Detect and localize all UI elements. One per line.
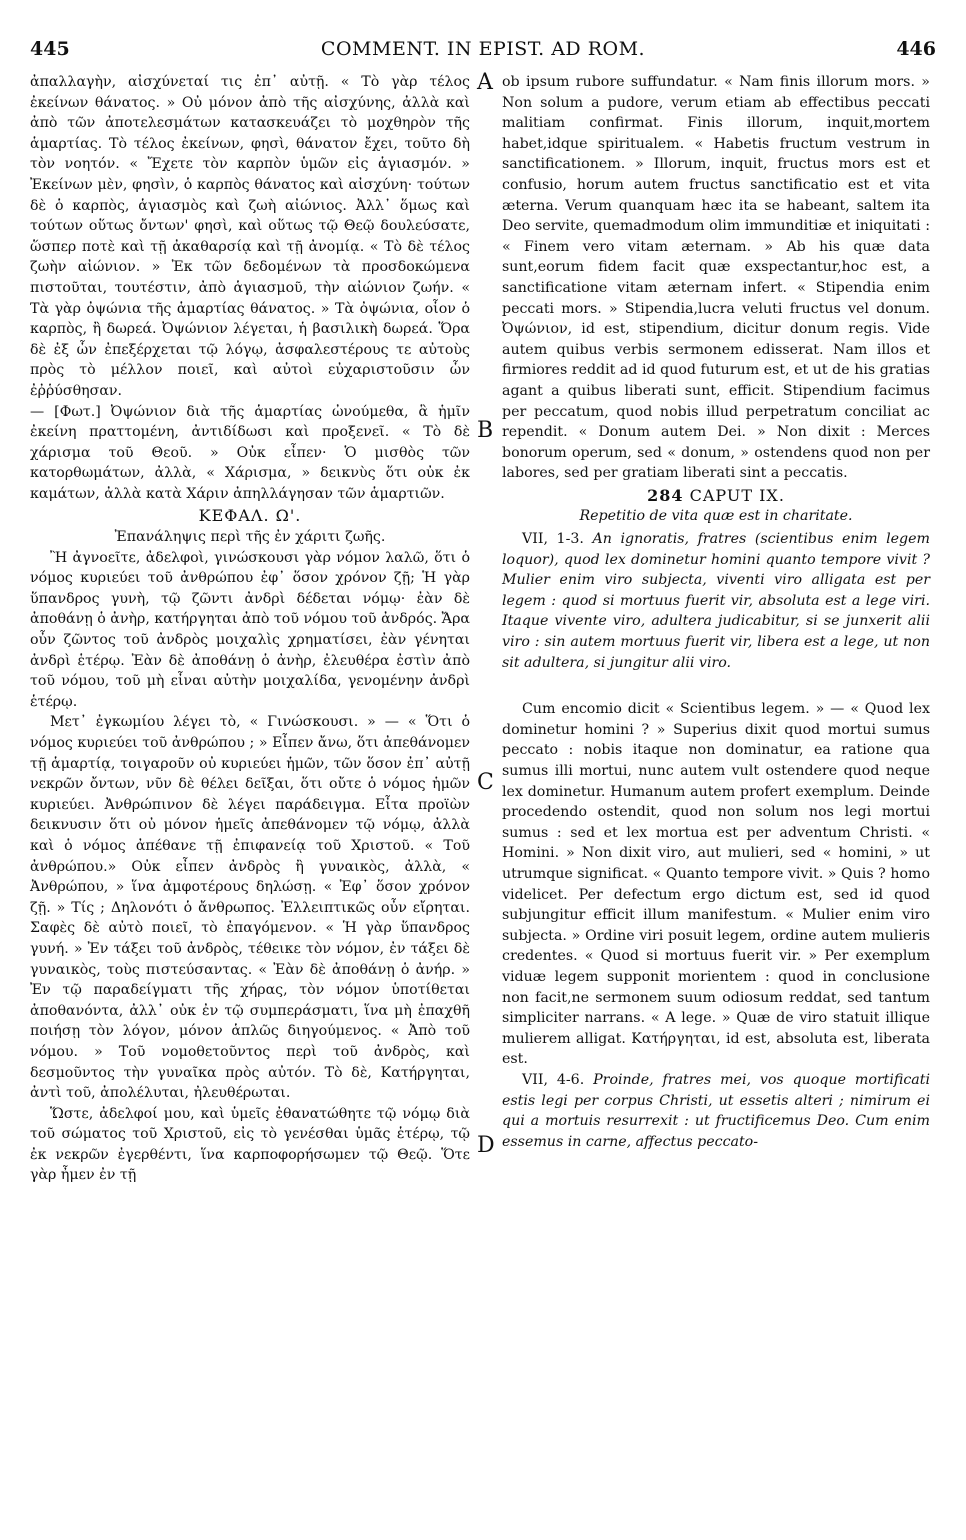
greek-chapter-heading: ΚΕΦΑΛ. Ω'. — [198, 506, 302, 526]
latin-paragraph-1: ob ipsum rubore suffundatur. « Nam finis illorum mors. » Non solum a pudore, verum etiam ab effectibus peccati malitiam confirmat. Finis illorum, inquit,mortem habet,idque spiritualem. « Habetis fructum vestrum in sanctificationem. » Illorum, inquit, fructus mors est et confusio, horum autem fructus sanctificatio est et vita æterna. Verum quanquam hæc ita se habeant, saltem ita Deo servite, quemadmodum olim immunditiæ et iniquitati : « Finem vero vitam æternam. » Ab his quæ data sunt,eorum fidem facit quæ exspectantur,hoc est, a sanctificatione vitam æternam infert. « Stipendia enim peccati mors. » Stipendia,lucra veluti fructus vel donum. Ὀψώνιον, id est, stipendium, dicitur donum regis. Vide autem quibus verbis sermonem edisserat. Nam illos et firmiores reddit ad id quod futurum est, et ut de his gratias agant a quibus liberati sunt, efficit. Stipendium facimus per peccatum, quod nobis illud perpetratum conciliat ac rependit. « Donum autem Dei. » Non dixit : Merces bonorum operum, sed « donum, » ostendens quod non per labores, sed per gratiam liberati sint a peccatis. — [502, 74, 930, 482]
latin-scripture-block — [502, 529, 930, 673]
greek-column — [30, 72, 470, 1186]
latin-scripture-block-2 — [502, 1070, 930, 1152]
latin-scripture-text: An ignoratis, fratres (scientibus enim legem loquor), quod lex dominetur homini quanto tempore vivit ? Mulier enim viro subjecta, viventi viro alligata est per legem : quod si mortuus fuerit vir, absoluta est a lege viri. Itaque vivente viro, adultera judicabitur, si se junxerit alii viro : sin autem mortuus fuerit vir, libera est a lege, ut non sit adultera, si jungitur alii viro. — [502, 531, 930, 671]
greek-scripture-text: Ἢ ἀγνοεῖτε, ἀδελφοὶ, γινώσκουσι γὰρ νόμον λαλῶ, ὅτι ὁ νόμος κυριεύει τοῦ ἀνθρώπου ἐφ᾽ ὅσον χρόνον ζῇ; Ἡ γὰρ ὕπανδρος γυνὴ, τῷ ζῶντι ἀνδρὶ δέδεται νόμῳ· ἐὰν δὲ ἀποθάνῃ ὁ ἀνὴρ, κατήργηται ἀπὸ τοῦ νόμου τοῦ ἀνδρός. Ἄρα οὖν ζῶντος τοῦ ἀνδρὸς μοιχαλὶς χρηματίσει, ἐὰν γένηται ἀνδρὶ ἑτέρῳ. Ἐὰν δὲ ἀποθάνῃ ὁ ἀνὴρ, ἐλευθέρα ἐστὶν ἀπὸ τοῦ νόμου, τοῦ μὴ εἶναι αὐτὴν μοιχαλίδα, γενομένην ἀνδρὶ ἑτέρῳ. — [30, 549, 470, 710]
section-marker-a: A — [477, 70, 493, 95]
latin-scripture-ref-2: VII, 4-6. — [522, 1071, 585, 1088]
latin-chapter-subtitle: Repetitio de vita quæ est in charitate. — [579, 508, 853, 525]
latin-scripture-ref: VII, 1-3. — [522, 531, 584, 548]
running-header — [30, 38, 936, 62]
greek-chapter-subtitle: Ἐπανάληψις περὶ τῆς ἐν χάριτι ζωῆς. — [114, 529, 386, 546]
section-marker-b: B — [477, 418, 494, 443]
running-title: COMMENT. IN EPIST. AD ROM. — [320, 38, 646, 60]
greek-scripture-text-2: Ὥστε, ἀδελφοί μου, καὶ ὑμεῖς ἐθανατώθητε τῷ νόμῳ διὰ τοῦ σώματος τοῦ Χριστοῦ, εἰς τὸ γενέσθαι ὑμᾶς ἑτέρῳ, τῷ ἐκ νεκρῶν ἐγερθέντι, ἵνα καρποφορήσωμεν τῷ Θεῷ. Ὅτε γὰρ ἦμεν ἐν τῇ — [30, 1105, 470, 1184]
greek-commentary: Μετ᾽ ἐγκωμίου λέγει τὸ, « Γινώσκουσι. » — « Ὅτι ὁ νόμος κυριεύει τοῦ ἀνθρώπου ; » Εἶπεν ἄνω, ὅτι ἀπεθάνομεν τῇ ἁμαρτίᾳ, τοιγαροῦν οὐ κυριεύει ἡμῶν, τῶν ὅσον ἐπ᾽ αὐτῇ νεκρῶν ὄντων, νῦν δὲ θέλει δεῖξαι, ὅτι οὔτε ὁ νόμος ἡμῶν κυριεύει. Ἀνθρώπινον δὲ λέγει παράδειγμα. Εἶτα προϊὼν δεικνυσιν ὅτι οὐ μόνον ἡμεῖς ἀπεθάνομεν τῷ νόμῳ, ἀλλὰ καὶ ὁ νόμος ἀπέθανε τῇ ἐπιφανείᾳ τοῦ Χριστοῦ. « Τοῦ ἀνθρώπου.» Οὐκ εἶπεν ἀνδρὸς ἢ γυναικὸς, ἀλλὰ, « Ἀνθρώπου, » ἵνα ἀμφοτέρους δηλώσῃ. « Ἐφ᾽ ὅσον χρόνον ζῇ. » Τίς ; Δηλονότι ὁ ἄνθρωπος. Ἐλλειπτικῶς οὖν εἴρηται. Σαφὲς δὲ αὐτὸ ποιεῖ, τὸ ἐπαγόμενον. « Ἡ γὰρ ὕπανδρος γυνή. » Ἐν τάξει τοῦ ἀνδρὸς, τέθεικε τὸν νόμον, ἐν τάξει δὲ γυναικὸς, τοὺς πιστεύσαντας. « Ἐὰν δὲ ἀποθάνῃ ὁ ἀνήρ. » Ἐν τῷ παραδείγματι τῆς χήρας, τὸν νόμον ὑποτίθεται ἀποθανόντα, ἀλλ᾽ οὐκ ἐν τῷ συμπεράσματι, ἵνα μὴ ἐπαχθῆ ποιήσῃ τὸν λόγον, μόνον ἁπλῶς διηγούμενος. « Ἀπὸ τοῦ νόμου. » Τοῦ νομοθετοῦντος περὶ τοῦ ἀνδρὸς, καὶ δεσμοῦντος τὴν γυναῖκα πρὸς αὐτόν. Τὸ δὲ, Κατήργηται, ἀντὶ τοῦ, ἀπολέλυται, ἠλευθέρωται. — [30, 714, 470, 1102]
latin-commentary: Cum encomio dicit « Scientibus legem. » — « Quod lex dominetur homini ? » Superius dixit quod mortui sumus peccato : nobis itaque non dominatur, ea ratione qua sumus illi mortui, nunc autem vult ostendere quod neque lex dominetur. Humanum autem profert exemplum. Deinde procedendo ostendit, quod non solum nos legi mortui sumus : sed et lex mortua est per adventum Christi. « Homini. » Non dixit viro, aut mulieri, sed « homini, » ut utrumque significat. « Quanto tempore vivit. » Quis ? homo videlicet. Per defectum ergo dictum est, sed id quod subjungitur efficit illum manifestum. « Mulier enim viro subjecta. » Ordine viri posuit legem, ordine autem mulieris credentes. « Quod si mortuus fuerit vir. » Per exemplum viduæ legem supponit morientem : quod in conclusione non facit,ne sermonem suum odiosum reddat, sed tantum simpliciter narrans. « A lege. » Quæ de viro statuit illique mulierem alligat. Κατήργηται, id est, absoluta est, liberata est. — [502, 701, 930, 1068]
section-marker-d: D — [477, 1133, 495, 1158]
latin-column — [502, 72, 930, 1152]
latin-chapter-heading — [502, 486, 930, 507]
right-page-number: 446 — [896, 38, 936, 60]
left-page-number: 445 — [30, 38, 70, 60]
latin-scripture-text-2: Proinde, fratres mei, vos quoque mortificati estis legi per corpus Christi, ut essetis alteri ; nimirum ei qui a mortuis resurrexit : ut fructificemus Deo. Cum enim essemus in carne, affectus peccato- — [502, 1071, 930, 1150]
section-marker-c: C — [477, 770, 494, 795]
latin-chapter-number: 284 — [647, 485, 684, 505]
latin-chapter-title: CAPUT IX. — [689, 485, 785, 505]
greek-paragraph-1: ἀπαλλαγὴν, αἰσχύνεταί τις ἐπ᾽ αὐτῇ. « Τὸ γὰρ τέλος ἐκείνων θάνατος. » Οὐ μόνον ἀπὸ τῆς αἰσχύνης, ἀλλὰ καὶ ἀπὸ τῶν ἀποτελεσμάτων κατασκευάζει τὸ μοχθηρὸν τῆς ἁμαρτίας. Τὸ τέλος ἐκείνων, φησὶ, θάνατον ἔχει, τοῦτο δὴ τὸν νοητόν. « Ἔχετε τὸν καρπὸν ὑμῶν εἰς ἁγιασμόν. » Ἐκείνων μὲν, φησὶν, ὁ καρπὸς θάνατος καὶ αἰσχύνη· τούτων δὲ ὁ καρπὸς, ἁγιασμὸς καὶ ζωὴ αἰώνιος. Ἀλλ᾽ ὅμως καὶ τούτων οὕτως ὄντων' φησὶ, καὶ οὕτως τῷ Θεῷ δουλεύσατε, ὥσπερ ποτὲ καὶ τῇ ἀκαθαρσίᾳ καὶ τῇ ἀνομίᾳ. « Τὸ δὲ τέλος ζωὴν αἰώνιον. » Ἐκ τῶν δεδομένων τὰ προσδοκώμενα πιστοῦται, τουτέστιν, ἀπὸ ἁγιασμοῦ, τὴν αἰώνιον ζωήν. « Τὰ γὰρ ὀψώνια τῆς ἁμαρτίας θάνατος. » Τὰ ὀψώνια, οἷον ὁ καρπὸς, ἢ δωρεά. Ὀψώνιον λέγεται, ἡ βασιλικὴ δωρεά. Ὅρα δὲ ἐξ ὧν ἐπεξέρχεται τῷ λόγῳ, ἀσφαλεστέρους τε αὐτοὺς πρὸς τὸ μέλλον ποιεῖ, καὶ αὐτοὶ εὐχαριστοῦσιν ὧν ἐῤῥύσθησαν. — [30, 74, 470, 399]
greek-paragraph-2: — [Φωτ.] Ὀψώνιον διὰ τῆς ἁμαρτίας ὠνούμεθα, ἃ ἡμῖν ἐκείνη πραττομένη, ἀντιδίδωσι καὶ προξενεῖ. « Τὸ δὲ χάρισμα τοῦ Θεοῦ. » Οὐκ εἶπεν· Ὁ μισθὸς τῶν κατορθωμάτων, ἀλλὰ, « Χάρισμα, » δεικνὺς ὅτι οὐκ ἐκ καμάτων, ἀλλὰ κατὰ Χάριν ἀπηλλάγησαν τῶν ἁμαρτιῶν. — [30, 403, 470, 502]
